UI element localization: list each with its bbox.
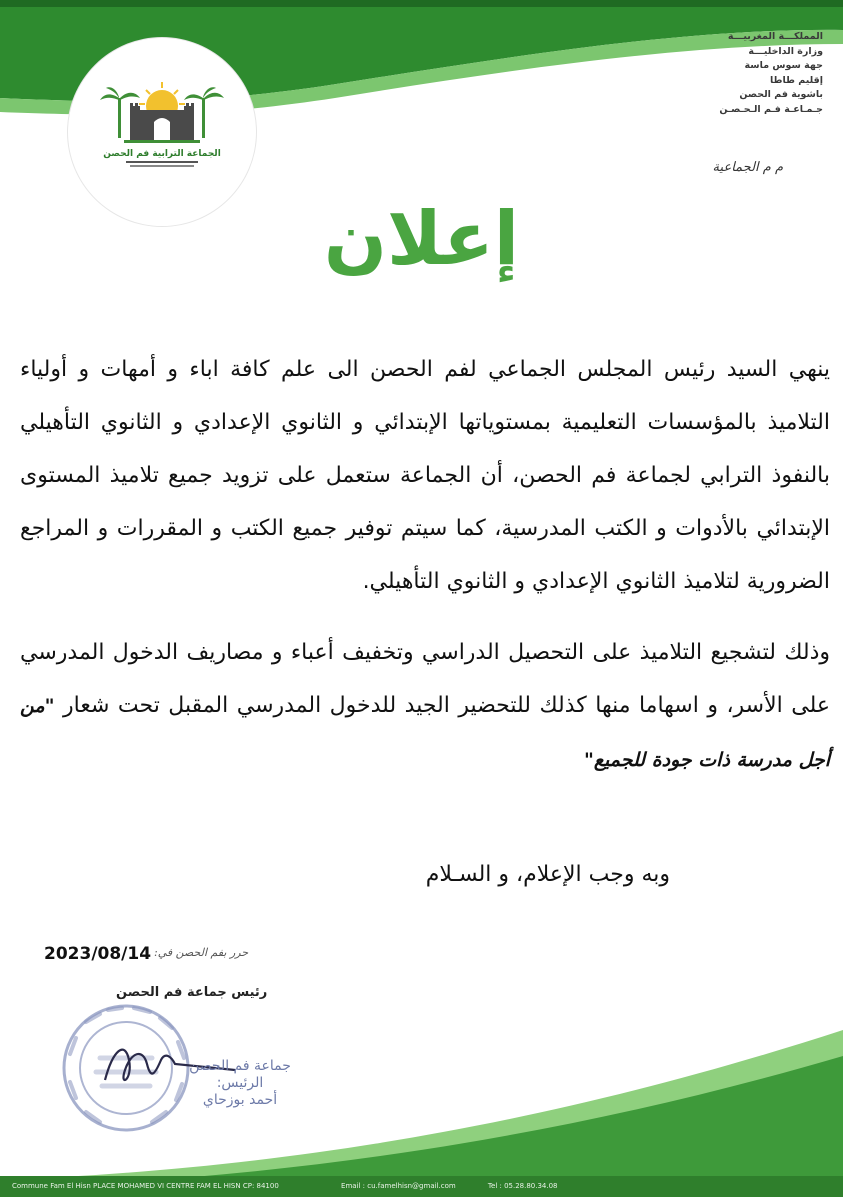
admin-line-pashalik: باشوية فم الحصن [739,89,823,100]
footer-email: Email : cu.famelhisn@gmail.com [341,1182,456,1190]
signature-date: 2023/08/14 [44,944,152,964]
logo-text: الجماعة الترابية فم الحصن [103,149,221,159]
stamp-line-role: الرئيس: [216,1075,264,1091]
admin-line-kingdom: المملكـــة المغربيـــة [727,31,823,42]
admin-line-ministry: وزارة الداخليـــة [748,45,823,57]
footer-address: Commune Fam El Hisn PLACE MOHAMED VI CENTRE FAM EL HISN CP: 84100 [12,1182,279,1190]
admin-line-region: جهة سوس ماسة [744,60,823,71]
paragraph-1: ينهي السيد رئيس المجلس الجماعي لفم الحصن الى علم كافة اباء و أمهات و أولياء التلاميذ بالمؤسسات التعليمية بمستوياتها الإبتدائي و الثانوي الإعدادي و الثانوي التأهيلي بالنفوذ الترابي لجماعة فم الحصن، أن الجماعة ستعمل على تزويد جميع تلاميذ المستوى الإبتدائي بالأدوات و الكتب المدرسية، كما سيتم توفير جميع الكتب و المقررات و المراجع الضرورية لتلاميذ الثانوي الإعدادي و الثانوي التأهيلي. [20,357,830,594]
stamp-line-name: أحمد بوزحاي [202,1092,278,1108]
administrative-header [673,30,823,117]
announcement-body [20,343,830,787]
stamp-line-commune: جماعة فم الحصن [189,1058,291,1074]
closing-line: وبه وجب الإعلام، و السـلام [425,862,670,887]
footer-contact-bar [0,1176,843,1197]
page-title: إعلان [323,196,520,282]
slogan: "من أجل مدرسة ذات جودة للجميع" [20,695,830,771]
admin-line-province: إقليم طاطا [769,74,823,86]
footer-tel: Tel : 05.28.80.34.08 [487,1182,558,1190]
signatory-title: رئيس جماعة فم الحصن [116,985,268,1000]
rectangular-stamp [170,1058,310,1109]
admin-line-commune: جـمـاعـة فـم الـحـصـن [719,103,823,115]
logo-emblem-icon [90,60,234,204]
paragraph-2 [20,626,830,787]
reference-number: م م الجماعية [712,160,783,175]
paragraph-2-text: وذلك لتشجيع التلاميذ على التحصيل الدراسي وتخفيف أعباء و مصاريف الدخول المدرسي على الأسر، و اسهاما منها كذلك للتحضير الجيد للدخول المدرسي المقبل تحت شعار [20,640,830,718]
date-label: حرر بفم الحصن في: [154,946,249,959]
